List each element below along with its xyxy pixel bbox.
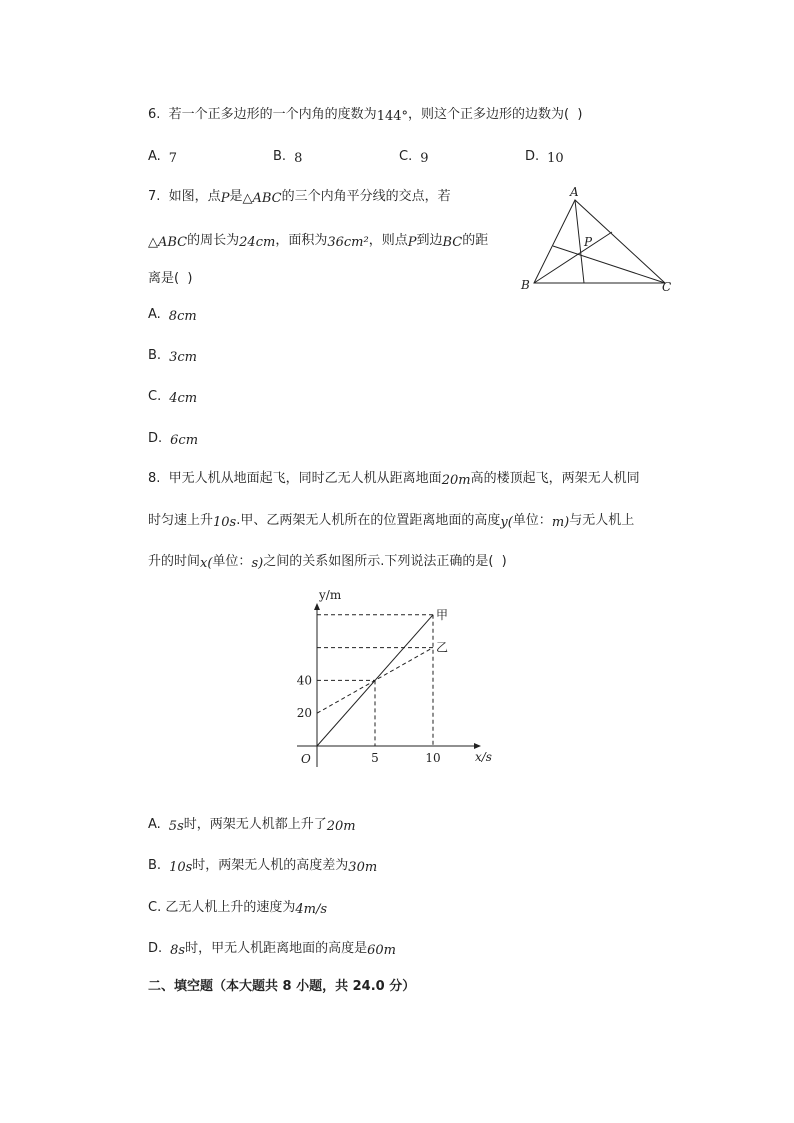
label-b: B bbox=[521, 278, 530, 292]
q8-number: 8. bbox=[148, 471, 161, 486]
bisector-c bbox=[553, 246, 665, 283]
q7-perimeter: 24cm bbox=[239, 235, 276, 250]
x-axis-label: x/s bbox=[475, 750, 492, 764]
x-tick-label-10: 10 bbox=[425, 751, 441, 765]
q8-stem-line1: 8. 甲无人机从地面起飞，同时乙无人机从距离地面20m高的楼顶起飞，两架无人机同 bbox=[148, 471, 640, 488]
y-tick-label-40: 40 bbox=[296, 673, 312, 688]
q7-side: BC bbox=[442, 235, 463, 250]
q8-option-d[interactable]: D. 8s时，甲无人机距离地面的高度是60m bbox=[148, 941, 396, 958]
q7-number: 7. bbox=[148, 189, 161, 204]
series-label-1: 乙 bbox=[436, 640, 449, 655]
q7-stem-line3: 离是( ) bbox=[148, 271, 193, 286]
q7-point-p: P bbox=[220, 191, 230, 206]
q6-text-b: ，则这个正多边形的边数为( ) bbox=[408, 107, 583, 122]
q7-stem-line1: 7. 如图，点P是△ABC的三个内角平分线的交点，若 bbox=[148, 189, 451, 206]
q6-option-a[interactable]: A. 7 bbox=[148, 149, 178, 166]
q6-angle: 144° bbox=[376, 109, 409, 124]
bisector-a bbox=[575, 200, 584, 283]
q8-option-b[interactable]: B. 10s时，两架无人机的高度差为30m bbox=[148, 858, 378, 875]
q6-number: 6. bbox=[148, 107, 161, 122]
q8-stem-line2: 时匀速上升10s.甲、乙两架无人机所在的位置距离地面的高度y(单位：m)与无人机上 bbox=[148, 513, 635, 530]
q7-stem-line2: △ABC的周长为24cm，面积为36cm²，则点P到边BC的距 bbox=[148, 233, 489, 250]
label-a: A bbox=[570, 185, 579, 199]
origin-label: O bbox=[301, 752, 311, 766]
q7-option-b[interactable]: B. 3cm bbox=[148, 348, 197, 365]
bisector-b bbox=[534, 232, 612, 283]
q7-option-a[interactable]: A. 8cm bbox=[148, 307, 197, 324]
q7-area: 36cm² bbox=[327, 235, 369, 250]
y-tick-label-20: 20 bbox=[296, 706, 312, 721]
q6-text-a: 若一个正多边形的一个内角的度数为 bbox=[168, 107, 377, 122]
q7-triangle-figure bbox=[510, 182, 680, 297]
q6-option-d[interactable]: D. 10 bbox=[525, 149, 564, 166]
q8-option-a[interactable]: A. 5s时，两架无人机都上升了20m bbox=[148, 817, 356, 834]
series-label-0: 甲 bbox=[436, 607, 449, 622]
q6-option-c[interactable]: C. 9 bbox=[399, 149, 429, 166]
q8-option-c[interactable]: C. 乙无人机上升的速度为4m/s bbox=[148, 900, 328, 917]
q6-stem bbox=[148, 106, 582, 124]
q7-option-d[interactable]: D. 6cm bbox=[148, 431, 199, 448]
q7-option-c[interactable]: C. 4cm bbox=[148, 389, 198, 406]
q6-option-b[interactable]: B. 8 bbox=[273, 149, 303, 166]
q8-line-chart bbox=[280, 582, 520, 777]
label-c: C bbox=[662, 280, 672, 294]
section-2-title: 二、填空题（本大题共 8 小题，共 24.0 分） bbox=[148, 979, 416, 994]
label-p: P bbox=[584, 235, 593, 249]
q7-triangle: △ABC bbox=[242, 191, 282, 206]
y-axis-label: y/m bbox=[319, 588, 342, 602]
x-tick-label-5: 5 bbox=[371, 751, 379, 765]
q8-stem-line3: 升的时间x(单位：s)之间的关系如图所示.下列说法正确的是( ) bbox=[148, 554, 507, 571]
